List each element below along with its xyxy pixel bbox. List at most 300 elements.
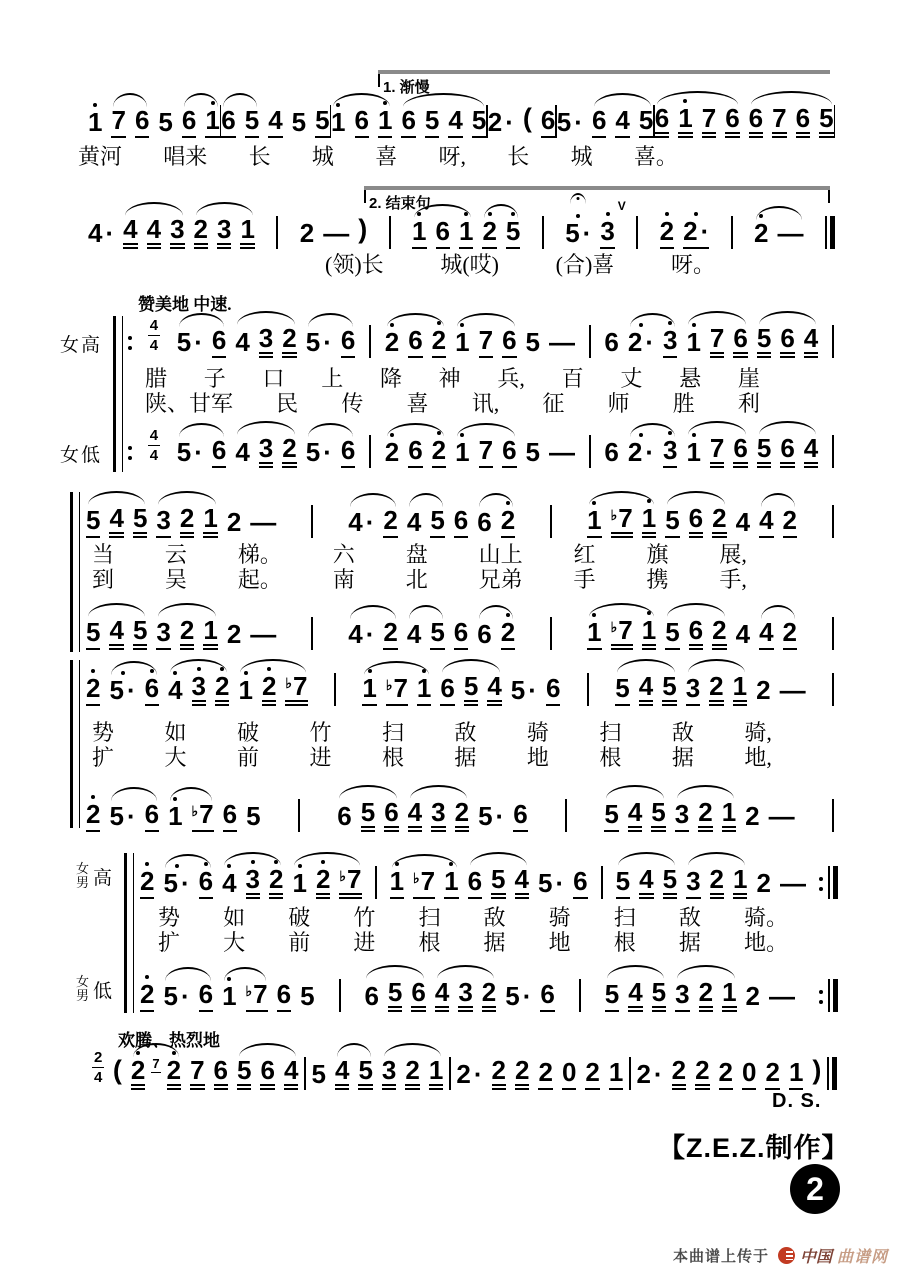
slur-group	[616, 853, 677, 899]
lyric-syllable: 大	[223, 930, 246, 955]
note-line	[128, 312, 834, 358]
note: 3	[686, 855, 700, 899]
note: 1	[609, 1046, 623, 1090]
note-line	[86, 492, 834, 538]
note: 3	[686, 662, 700, 706]
note: 6	[454, 494, 468, 538]
measure	[331, 94, 486, 138]
lyric-syllable: 骑	[548, 905, 571, 930]
slur-group	[477, 606, 515, 650]
note: 6	[337, 801, 352, 831]
note: 4	[335, 1044, 349, 1090]
note: 2	[385, 426, 399, 468]
grace-note: 7	[152, 1056, 160, 1071]
measure	[655, 92, 834, 138]
note: 4	[222, 857, 236, 899]
note: —	[769, 981, 796, 1011]
note: 1	[587, 494, 601, 538]
note: 3	[431, 786, 445, 832]
slur-group	[628, 424, 678, 468]
voice-label: 女高	[60, 335, 103, 356]
slur-group	[109, 788, 159, 832]
slur-group	[665, 604, 726, 650]
barline	[298, 799, 300, 832]
barline	[834, 105, 835, 138]
lyrics-line	[158, 926, 788, 957]
note: 6	[223, 788, 237, 832]
note: 5 ·	[163, 857, 189, 899]
note-line	[128, 422, 834, 468]
note: 4	[406, 507, 422, 537]
slur-group	[615, 660, 676, 706]
note: 1	[686, 426, 700, 468]
augmentation-dot: ·	[495, 801, 505, 831]
note: 3	[458, 966, 472, 1012]
ds-marking: D. S.	[772, 1090, 822, 1112]
volta-label: 2. 结束句	[369, 195, 431, 212]
lyric-syllable: 旗	[646, 542, 669, 567]
note: 5 ·	[478, 801, 505, 831]
note: 2	[756, 868, 771, 898]
final-barline	[827, 1057, 837, 1090]
lyric-syllable: 师	[607, 391, 630, 416]
note: 1	[205, 94, 219, 138]
note: —	[549, 437, 575, 467]
measure	[557, 94, 654, 138]
note: 6	[502, 314, 516, 358]
flat-sign: ♭	[610, 619, 618, 635]
slur-group	[335, 1044, 373, 1090]
note: 4	[735, 507, 751, 537]
barline	[832, 799, 834, 832]
note-line	[92, 1044, 837, 1090]
note: 4	[804, 312, 818, 358]
slur-group	[163, 855, 213, 899]
lyric-syllable: 携	[646, 567, 669, 592]
tempo-marking: 欢腾、热烈地	[118, 1031, 220, 1050]
lyric-syllable: 据	[483, 930, 506, 955]
slur-group	[757, 422, 818, 468]
note: 2	[719, 1046, 733, 1090]
note: 2	[712, 604, 726, 650]
lyric-syllable: 起。	[237, 567, 282, 592]
note: 1	[362, 662, 376, 706]
lyric-syllable: 神	[438, 366, 461, 391]
augmentation-dot: ·	[180, 868, 190, 898]
note: 1	[459, 205, 473, 249]
barline	[339, 979, 341, 1012]
lyric-syllable: 扫	[418, 905, 441, 930]
lyric-syllable: 云	[164, 542, 187, 567]
note: 4	[487, 660, 501, 706]
note: 5	[491, 853, 505, 899]
lyrics-line	[325, 248, 715, 279]
voice-label: 女 男 低	[76, 974, 115, 1004]
augmentation-dot: ·	[194, 327, 203, 357]
time-signature: 4 4	[149, 426, 159, 464]
note: 3	[382, 1044, 396, 1090]
note: 2	[482, 966, 496, 1012]
note: ♭ 7	[192, 788, 214, 832]
barline	[731, 216, 733, 249]
lyric-syllable: 腊	[145, 366, 168, 391]
note: 6	[341, 314, 355, 358]
lyric-syllable: 长	[507, 144, 530, 169]
flat-sign: ♭	[385, 677, 393, 693]
measure	[348, 494, 515, 538]
measure	[488, 94, 556, 138]
note: 2	[269, 853, 283, 899]
note: 1	[168, 790, 182, 832]
note: 6	[199, 968, 213, 1012]
note: 2	[515, 1044, 529, 1090]
barline	[832, 617, 834, 650]
note: 2	[383, 494, 397, 538]
note: 6	[364, 981, 379, 1011]
slur-group	[182, 94, 220, 138]
note: 4	[168, 664, 182, 706]
note: 7	[710, 312, 724, 358]
note: 6	[212, 314, 226, 358]
note: 4	[639, 660, 653, 706]
augmentation-dot: ·	[365, 507, 375, 537]
note: 2 ·	[628, 316, 654, 358]
augmentation-dot: ·	[522, 981, 532, 1011]
system-barline	[70, 492, 80, 652]
note: —	[323, 218, 350, 248]
slur-group	[455, 424, 516, 468]
slur-group	[754, 207, 803, 249]
note: 5	[464, 660, 478, 706]
note: 0	[742, 1046, 756, 1090]
site-name-cn: 中国	[799, 1249, 832, 1266]
note: 4	[639, 853, 653, 899]
lyric-syllable: 南	[332, 567, 355, 592]
augmentation-dot: ·	[365, 619, 375, 649]
note: 6	[260, 1044, 274, 1090]
slur-group	[306, 314, 356, 358]
barline	[375, 866, 377, 899]
barline	[629, 1057, 631, 1090]
slur-group	[592, 94, 653, 138]
note: 4 ·	[348, 619, 375, 649]
note: 7	[111, 94, 125, 138]
page-number: 2	[806, 1170, 824, 1207]
note: 6	[384, 786, 398, 832]
flat-sign: ♭	[191, 803, 199, 819]
note: 2	[140, 855, 154, 899]
lyric-syllable: 扫	[381, 720, 404, 745]
measure	[86, 788, 261, 832]
note: 2	[226, 507, 242, 537]
slur-group	[109, 662, 159, 706]
lyric-syllable: 陕、甘军	[145, 391, 234, 416]
flat-sign: ♭	[413, 870, 420, 886]
note: 6	[221, 94, 235, 138]
measure	[113, 1044, 299, 1090]
lyric-syllable: 吴	[164, 567, 187, 592]
note: 5 ·	[510, 675, 537, 705]
measure	[390, 853, 588, 899]
measure	[86, 604, 276, 650]
note: 3	[156, 494, 170, 538]
measure	[337, 786, 527, 832]
note: 6	[477, 619, 492, 649]
end-repeat-barline	[819, 979, 838, 1012]
note: 1	[455, 316, 469, 358]
lyric-syllable: 展,	[719, 542, 747, 567]
slur-group	[407, 494, 445, 538]
note: 5	[663, 853, 677, 899]
note: 2	[501, 494, 515, 538]
lyric-syllable: 兵,	[497, 366, 525, 391]
lyric-syllable: 城(哎)	[440, 252, 499, 277]
lyric-syllable: 红	[573, 542, 596, 567]
note: 5 ·	[163, 981, 190, 1011]
lyric-syllable: 骑	[526, 720, 549, 745]
slur-group	[237, 1044, 298, 1090]
lyric-syllable: 前	[236, 745, 259, 770]
note: 1	[429, 1044, 443, 1090]
lyric-syllable: 势	[92, 720, 115, 745]
barline	[832, 325, 834, 358]
note: 6	[689, 604, 703, 650]
slur-group	[665, 492, 726, 538]
note: 2	[538, 1046, 552, 1090]
note: —	[779, 868, 806, 898]
note: 2	[709, 660, 723, 706]
note: 1	[412, 205, 426, 249]
lyric-syllable: 地	[526, 745, 549, 770]
lyric-syllable: 地	[548, 930, 571, 955]
measure	[300, 207, 367, 249]
slur-group	[408, 786, 469, 832]
note: 2 ·	[487, 107, 514, 137]
note: 6	[341, 424, 355, 468]
lyric-syllable: 根	[613, 930, 636, 955]
augmentation-dot: ·	[194, 437, 203, 467]
note: 3	[259, 312, 273, 358]
augmentation-dot: ·	[645, 437, 654, 467]
note: 2	[131, 1044, 145, 1090]
note: 2	[699, 966, 713, 1012]
lyric-syllable: 地,	[744, 745, 772, 770]
measure	[456, 1044, 623, 1090]
note: 1	[390, 855, 404, 899]
note: 4	[147, 203, 161, 249]
slur-group	[686, 422, 747, 468]
slur-group	[238, 660, 307, 706]
note: 5	[757, 422, 771, 468]
note: 5 ·	[109, 801, 136, 831]
slur-group	[168, 660, 229, 706]
note: 6	[540, 968, 554, 1012]
note: 6	[145, 662, 159, 706]
barline	[589, 325, 591, 358]
note: 4	[268, 94, 282, 138]
system-barline	[70, 660, 80, 828]
voice-label: 女 男 高	[76, 861, 115, 891]
barline	[369, 435, 371, 468]
barline	[565, 799, 567, 832]
note: 1	[222, 970, 236, 1012]
note: 6	[401, 94, 415, 138]
slur-group	[407, 606, 445, 650]
note: 3	[217, 203, 231, 249]
slur-group	[385, 314, 446, 358]
note: 2 ·	[683, 205, 709, 249]
note: 4	[408, 786, 422, 832]
slur-group	[177, 314, 227, 358]
note: 4	[615, 94, 629, 138]
slur-group	[628, 314, 678, 358]
slur-group	[235, 422, 296, 468]
note: 3	[259, 422, 273, 468]
measure	[348, 606, 515, 650]
parenthesis: )	[358, 214, 368, 244]
barline	[832, 673, 834, 706]
lyric-syllable: 破	[236, 720, 259, 745]
lyric-syllable: 敌	[483, 905, 506, 930]
slur-group	[686, 853, 747, 899]
barline	[579, 979, 581, 1012]
measure	[615, 660, 805, 706]
lyric-syllable: 悬	[679, 366, 702, 391]
slur-group	[390, 855, 459, 899]
note: —	[549, 327, 575, 357]
note: 6	[408, 424, 422, 468]
note: 1	[444, 855, 458, 899]
note: 5 ·	[176, 327, 203, 357]
note: 2	[765, 1046, 779, 1090]
note: 6	[199, 855, 213, 899]
tempo-marking: 赞美地 中速.	[138, 295, 232, 314]
lyric-syllable: 胜	[672, 391, 695, 416]
augmentation-dot: ·	[126, 801, 136, 831]
measure	[88, 203, 255, 249]
measure	[140, 853, 362, 899]
system-barline	[124, 853, 134, 1013]
note: 1	[642, 604, 656, 650]
note: 4	[628, 966, 642, 1012]
note: 5	[358, 1044, 372, 1090]
lyric-syllable: 据	[671, 745, 694, 770]
lyrics-line	[92, 563, 747, 594]
lyric-syllable: 进	[353, 930, 376, 955]
augmentation-dot: ·	[528, 675, 537, 705]
note-line	[88, 92, 835, 138]
measure	[604, 786, 794, 832]
note: 4	[804, 422, 818, 468]
measure	[754, 207, 803, 249]
note: 6	[212, 424, 226, 468]
lyric-syllable: 敌	[678, 905, 701, 930]
barline	[389, 216, 391, 249]
slur-group	[468, 853, 529, 899]
note: 2	[86, 662, 100, 706]
lyric-syllable: 手	[573, 567, 596, 592]
note: 2	[754, 207, 768, 249]
note: 5	[665, 494, 679, 538]
lyric-syllable: 敌	[671, 720, 694, 745]
note: 5 ·	[176, 437, 203, 467]
lyric-syllable: 降	[379, 366, 402, 391]
lyric-syllable: 据	[678, 930, 701, 955]
slur-group	[337, 786, 398, 832]
note: 6	[689, 492, 703, 538]
note: 2	[226, 619, 242, 649]
note: 1	[642, 492, 656, 538]
note-line	[86, 604, 834, 650]
lyric-syllable: 讯,	[471, 391, 500, 416]
barline	[334, 673, 336, 706]
measure	[587, 492, 797, 538]
note: 1	[203, 492, 217, 538]
lyric-syllable: 骑。	[743, 905, 788, 930]
note: 6	[725, 92, 739, 138]
barline	[369, 325, 371, 358]
measure	[177, 312, 356, 358]
note: 2	[180, 604, 194, 650]
slur-group	[235, 312, 296, 358]
slur-group	[385, 424, 446, 468]
slur-group	[156, 604, 217, 650]
note: 4	[109, 604, 123, 650]
note: 4	[123, 203, 137, 249]
repeat-dots	[819, 877, 823, 891]
note: ♭ 7	[285, 660, 307, 706]
note: 3	[156, 606, 170, 650]
note: 1	[331, 96, 345, 138]
slur-group	[686, 660, 747, 706]
note: 5	[506, 205, 520, 249]
note: 2	[482, 205, 496, 249]
note: 5 ·	[305, 327, 332, 357]
note: 5	[662, 660, 676, 706]
slur-group	[382, 1044, 443, 1090]
slur-group	[111, 94, 149, 138]
lyric-syllable: 当	[92, 542, 115, 567]
measure	[385, 424, 575, 468]
flat-sign: ♭	[610, 507, 618, 523]
note: 5	[133, 492, 147, 538]
lyric-syllable: 城	[311, 144, 334, 169]
lyric-syllable: 势	[158, 905, 181, 930]
lyric-syllable: 竹	[309, 720, 332, 745]
measure	[616, 853, 806, 899]
slur-group	[362, 662, 431, 706]
barline	[542, 216, 544, 249]
note: 2 ·	[628, 426, 654, 468]
note: ♭ 7	[386, 662, 408, 706]
note: 1	[733, 660, 747, 706]
repeat-dots	[819, 990, 823, 1004]
note-line	[140, 853, 838, 899]
note: 5	[604, 788, 618, 832]
flat-sign: ♭	[245, 983, 253, 999]
lyric-syllable: 传	[341, 391, 364, 416]
note: 4 ·	[88, 218, 115, 248]
note: 2	[432, 424, 446, 468]
note: 5 ·	[109, 664, 135, 706]
measure	[88, 94, 220, 138]
augmentation-dot: ·	[126, 675, 136, 705]
note: 4	[284, 1044, 298, 1090]
note: 4	[628, 786, 642, 832]
lyric-syllable: 利	[737, 391, 760, 416]
maker-credit: 【Z.E.Z.制作】	[658, 1133, 850, 1163]
note: 5 ·	[305, 437, 332, 467]
